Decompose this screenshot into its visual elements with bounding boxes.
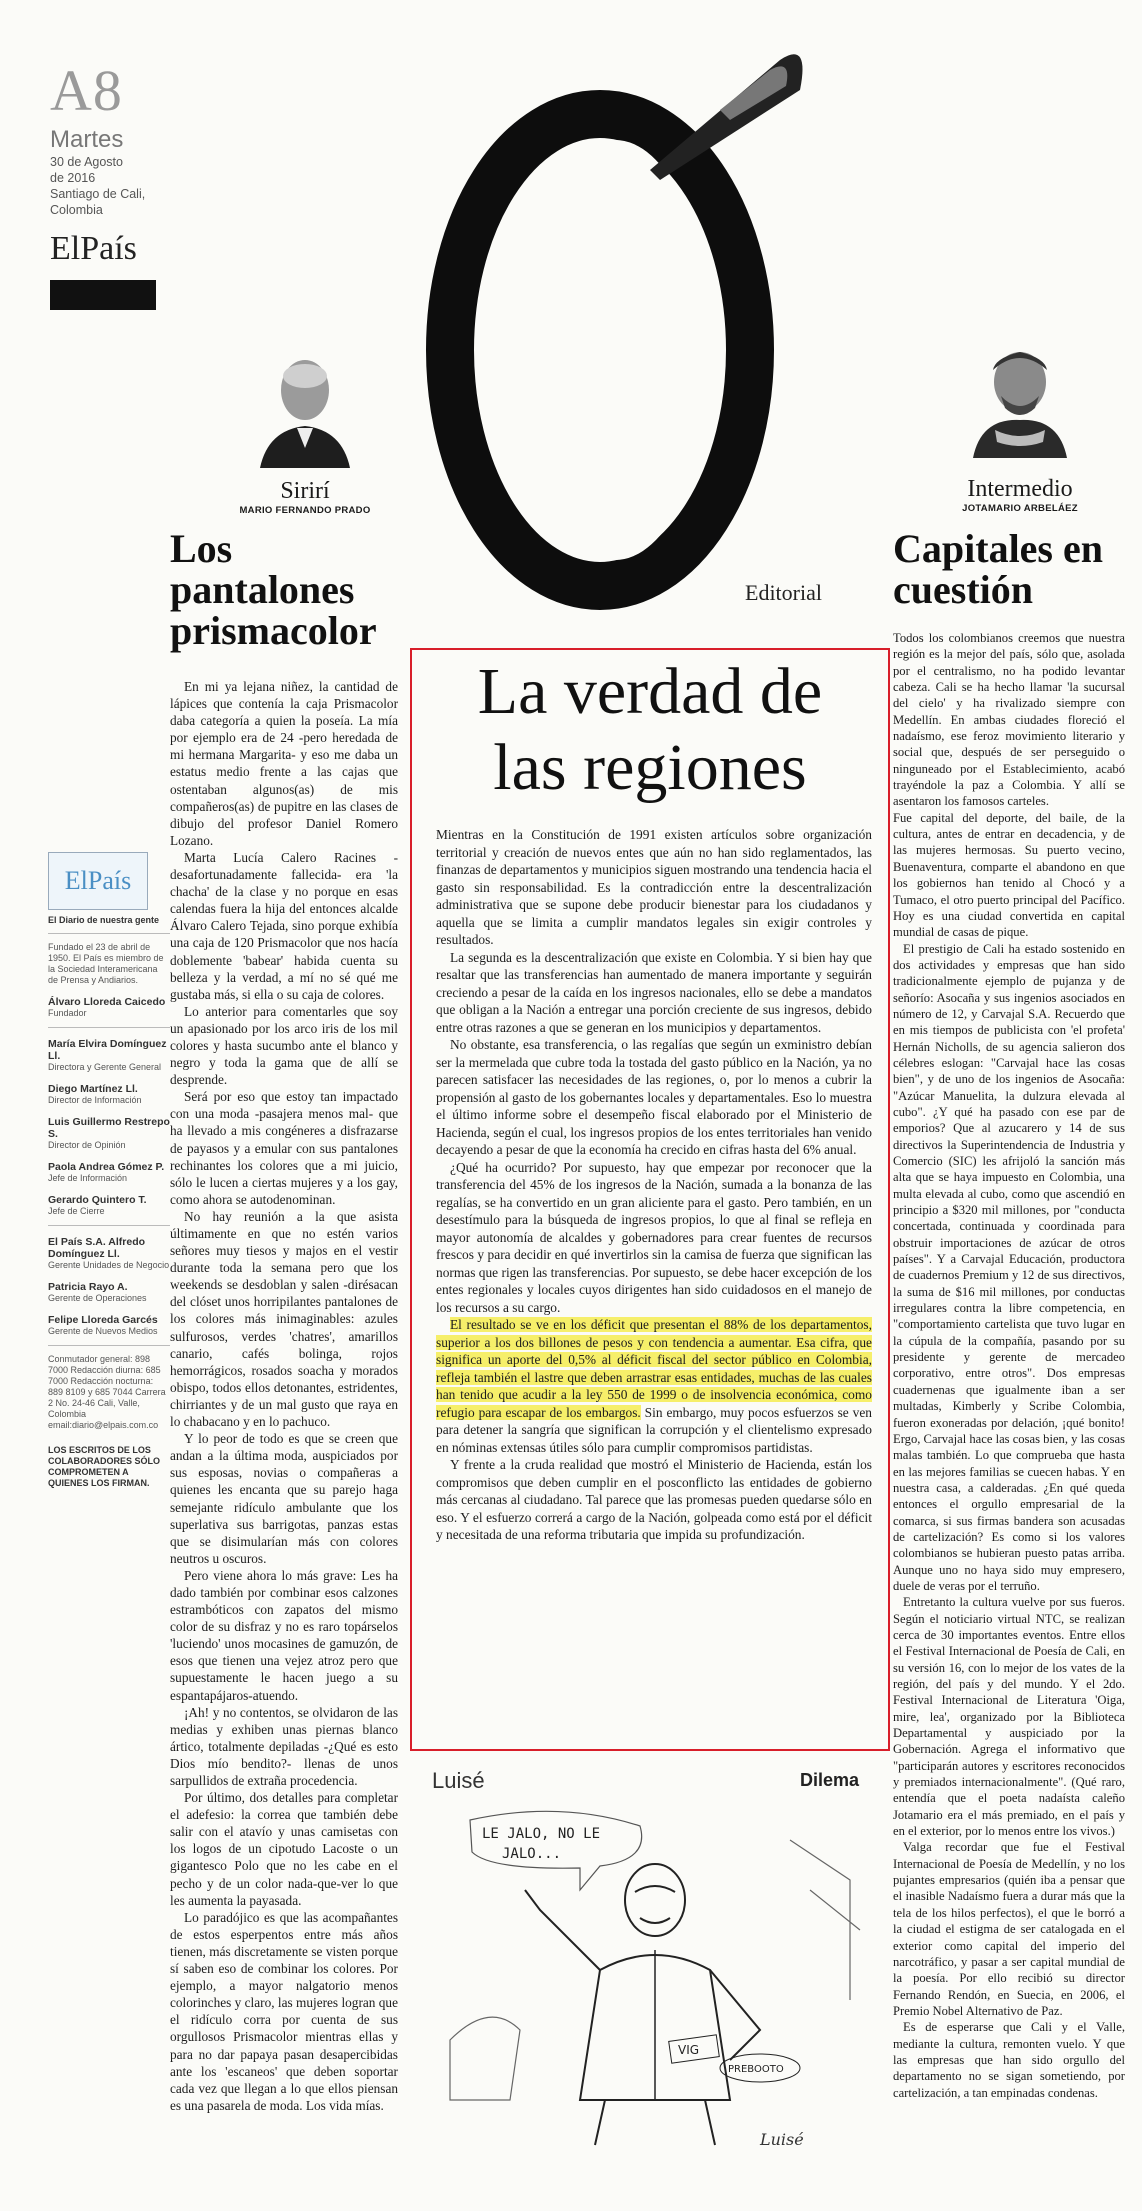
credit-role: Gerente Unidades de Negocio — [48, 1260, 170, 1270]
paragraph: Todos los colombianos creemos que nuestra región es la mejor del país, sólo que, asolada por el centralismo, no ha podido levantar cabeza. Cali se ha hecho llamar 'la sucursal del cielo' y ha rivalizado siempre con Medellín. En ambas ciudades floreció el nadaísmo, ese feroz movimiento literario y social que, después de ser perseguido o ninguneado por el Establecimiento, acabó trayéndole la paz a Colombia. Y allí se asentaron los famosos carteles. — [893, 631, 1125, 809]
credit-name: Gerardo Quintero T. — [48, 1194, 147, 1206]
credit-role: Gerente de Nuevos Medios — [48, 1326, 158, 1336]
column-author-prado: MARIO FERNANDO PRADO — [239, 505, 371, 516]
paragraph: Por último, dos detalles para completar el adefesio: la correa que también debe salir con el atavío y unas camisetas con los logos de un cipotudo Lacoste o un gigantesco Polo que no les cabe en el pecho y de un color nada-que-ver lo que les aumenta la payasada. — [170, 1790, 398, 1908]
left-article-title: Los pantalones prismacolor — [170, 526, 377, 653]
right-article-body — [893, 630, 1125, 2101]
paragraph: ¡Ah! y no contentos, se olvidaron de las medias y exhiben unas piernas blanco ártico, totalmente depiladas -¿Qué es esto Dios mío bendito?- llenas de unos sarpullidos de extraña procedencia. — [170, 1704, 398, 1788]
paragraph: La segunda es la descentralización que existe en Colombia. Y si bien hay que resaltar que las transferencias han aumentado de manera importante y seguirán creciendo a pesar de la caída en los ingresos nacionales, ello se debe a mandatos que obligan a la Nación a entregar una porción creciente de sus ingresos, debido entre otras razones a que se generan en los municipios y departamentos. — [436, 949, 872, 1035]
cartoonist-name: Luisé — [432, 1768, 485, 1793]
page-number: A8 — [50, 58, 123, 123]
speech-text: LE JALO, NO LE — [482, 1826, 601, 1842]
opinion-o-logo — [420, 20, 830, 620]
paragraph: Pero viene ahora lo más grave: Les ha dado también por combinar esos calzones estrambóticos con zapatos del mismo color de su disfraz y no es raro topárselos 'luciendo' unos mocasines de gamuzón, de esos que tienen una vejez atroz pero que supuestamente le hacen juego a su espantapájaros-atuendo. — [170, 1567, 398, 1703]
credit-name: El País S.A. Alfredo Domínguez Ll. — [48, 1236, 146, 1260]
paragraph: Valga recordar que fue el Festival Internacional de Poesía de Medellín, y no los pujantes empresarios (quién iba a pensar que el inasible Nadaísmo fuera a durar más que la tela de los hilos perfectos), el que le borró a la ciudad el estigma de ser catalogada en el exterior como capital del imperio del narcotráfico, y pasar a ser capital mundial de la poesía. Por ello recibió su director Fernando Rendón, en Suecia, en 2006, el Premio Nobel Alternativo de Paz. — [893, 1840, 1125, 2018]
paragraph: En mi ya lejana niñez, la cantidad de lápices que contenía la caja Prismacolor daba categoría a quien la poseía. La mía por ejemplo era de 24 -pero heredada de mi hermana Margarita- y eso me daba un estatus medio frente a las cajas que ostentaban algunos(as) de mis compañeros(as) de pupitre en las clases de dibujo del profesor Daniel Romero Lozano. — [170, 679, 398, 848]
contact-info: Conmutador general: 898 7000 Redacción diurna: 685 7000 Redacción nocturna: 889 8109 y 685 7044 Carrera 2 No. 24-46 Cali, Valle, Colombia email:diario@elpais.com.co — [48, 1354, 166, 1430]
date-line: Santiago de Cali, — [50, 187, 146, 201]
dateline — [50, 154, 170, 218]
tag-text: PREBOOTO — [728, 2064, 784, 2075]
founded-note: Fundado el 23 de abril de 1950. El País es miembro de la Sociedad Interamericana de Prensa y Andiarios. — [48, 942, 164, 985]
editorial-title-line: las regiones — [493, 731, 807, 804]
paragraph: ¿Qué ha ocurrido? Por supuesto, hay que empezar por reconocer que la transferencia del 45% de los ingresos de la Nación, sumada a la bonanza de las regalías, se ha convertido en un gran aliciente para el gasto. Pero también, en un desestímulo para la búsqueda de ingresos propios, lo que al final se refleja en mayor autonomía de alcaldes y gobernadores para crear fuentes de recursos frescos y para decidir en qué invertirlos sin la camisa de fuerza que significan las normas que rigen las transferencias. Por supuesto, se debe hacer excepción de los entes regionales y locales cuyos dirigentes han sido cuidadosos en el manejo de los recursos a su cargo. — [436, 1159, 872, 1315]
credit-name: María Elvira Domínguez Ll. — [48, 1038, 167, 1062]
credit-name: Álvaro Lloreda Caicedo — [48, 996, 166, 1008]
credit-name: Paola Andrea Gómez P. — [48, 1161, 165, 1173]
paragraph: Lo paradójico es que las acompañantes de estos esperpentos entre más años tienen, más discretamente se visten porque sí saben eso de combinar los colores. Por ejemplo, a mayor nalgatorio menos colorinches y claro, las mujeres logran que el ridículo corra por cuenta de sus orgullosos Prismacolor mientras ellas y para no dar papaya pasan desapercibidas ante los 'escaneos' que deben soportar cada vez que llegan a lo que ellos piensan es una pasarela de moda. Los vida mías. — [170, 1909, 398, 2113]
cartoon-title: Dilema — [800, 1770, 860, 1790]
paragraph — [436, 1316, 872, 1456]
left-article-body — [170, 678, 398, 2114]
author-portrait-arbelaez — [965, 338, 1075, 458]
figure-head — [625, 1864, 685, 1936]
credit-role: Director de Opinión — [48, 1140, 126, 1150]
tag-text: VIG — [678, 2043, 700, 2057]
column-author-arbelaez: JOTAMARIO ARBELÁEZ — [962, 503, 1078, 514]
cartoon-signature: Luisé — [760, 2130, 804, 2149]
column-section-sirir: Sirirí — [280, 478, 330, 504]
divider — [48, 1027, 170, 1028]
credit-role: Gerente de Operaciones — [48, 1293, 147, 1303]
credit-name: Patricia Rayo A. — [48, 1281, 128, 1293]
paragraph-rest: Sin embargo, muy pocos esfuerzos se ven para detener la sangría que significan la corrupción y el clientelismo expresado en nóminas extensas útiles sólo para cumplir compromisos partidistas. — [436, 1404, 872, 1455]
disclaimer: LOS ESCRITOS DE LOS COLABORADORES SÓLO COMPROMETEN A QUIENES LOS FIRMAN. — [48, 1445, 161, 1488]
paragraph: Es de esperarse que Cali y el Valle, mediante la cultura, remonten vuelo. Y que las empresas que han sido orgullo del departamento no se sigan sometiendo, por cartelización, a tan empinadas condenas. — [893, 2020, 1125, 2100]
credit-role: Jefe de Cierre — [48, 1206, 105, 1216]
paragraph: Mientras en la Constitución de 1991 existen artículos sobre organización territorial y creación de nuevos entes que aún no han sido reglamentados, las finanzas de departamentos y municipios siguen mostrando una tendencia hacia el gasto sin responsabilidad. Es la contradicción entre la descentralización administrativa que se supone debe producir bienestar para los ciudadanos y aquella que se limita a cumplir mandatos legales sin exigir controles y resultados. — [436, 827, 872, 947]
right-article-title: Capitales en cuestión — [893, 526, 1103, 612]
editorial-title-line: La verdad de — [477, 655, 823, 728]
paragraph: Marta Lucía Calero Racines -desafortunadamente fallecida- era 'la chacha' de la clase y no porque en esas calendas fuera la hija del entonces alcalde Álvaro Calero Tejada, sino porque exhibía una caja de 120 Prismacolor que nos hacía doblemente 'babear' habida cuenta su belleza y la verdad, a mí no sé qué me gustaba más, si ella o su caja de colores. — [170, 849, 398, 1002]
editorial-label: Editorial — [745, 580, 822, 605]
paragraph: Y lo peor de todo es que se creen que andan a la última moda, auspiciados por sus esposas, novias o compañeras a quienes les encanta que su parejo haga semejante ridículo ambulante que los superlativa sus barrigotas, panzas estas que se disimularían más con colores neutros u oscuros. — [170, 1431, 398, 1566]
date-line: Colombia — [50, 203, 103, 217]
brand-logo: ElPaís — [50, 230, 137, 267]
credit-role: Director de Información — [48, 1095, 142, 1105]
brand-bar — [50, 280, 156, 310]
paragraph: Y frente a la cruda realidad que mostró el Ministerio de Hacienda, están los compromisos que deben cumplir en el posconflicto las entidades de gobierno más cercanas al ciudadano. Tal parece que las promesas pueden quedarse sólo en eso. Y el esfuerzo correrá a cargo de la Nación, golpeada como está por el déficit y necesitada de una reforma tributaria que impida su profundización. — [436, 1457, 872, 1542]
paragraph: No hay reunión a la que asista últimamente en que no estén varios señores muy tiesos y majos en el vestir durante toda la semana pero que los weekends se desdoblan y salen -dirésacan del clóset unos horripilantes pantalones de los colores más inimaginables: azules sulfurosos, verdes 'chatres', amarillos canario, cafés bolinga, rojos hemorrágicos, rosados soacha y morados obispo, todos ellos detonantes, estridentes, chirriantes y de un mal gusto que raya en lo chabacano y en lo pachuco. — [170, 1208, 398, 1430]
weekday: Martes — [50, 126, 124, 153]
paragraph: No obstante, esa transferencia, o las regalías que según un exministro debían ser la mermelada que cubre toda la tostada del gasto público en la Nación, ya no parecen satisfacer las necesidades de las regiones, o, por lo menos a cubrir la propensión al gasto de los gobernantes locales y departamentales. Eso lo muestra el último informe sobre el desempeño fiscal elaborado por el Ministerio de Hacienda, según el cual, los ingresos propios de los entes territoriales han venido decayendo a pesar de que la economía ha crecido en cifras hasta del 6% anual. — [436, 1037, 872, 1157]
paragraph: Fue capital del deporte, del baile, de la cultura, antes de entrar en decadencia, y de las mujeres hermosas. Su puerto vecino, Buenaventura, comparte el abandono en que los gobiernos han tenido al Chocó y a Tumaco, el otro puerto principal del Pacífico. Hoy es una ciudad convertida en capital mundial de casas de pique. — [893, 810, 1125, 940]
paragraph: Será por eso que estoy tan impactado con una moda -pasajera menos mal- que ha llevado a mis congéneres a disfrazarse de payasos y a emular con sus pantalones rechinantes los colores que a mi juicio, sólo le lucen a ciertas mujeres y a los gay, como ahora se autodenominan. — [170, 1089, 398, 1207]
o-counter — [519, 140, 711, 560]
editorial-body — [436, 826, 872, 1544]
editorial-title — [410, 654, 890, 806]
credit-name: Luis Guillermo Restrepo S. — [48, 1116, 170, 1140]
highlighted-text: El resultado se ve en los déficit que presentan el 88% de los departamentos, superior a los dos billones de pesos y con tendencia a aumentar. Esa cifra, que significa un aporte del 0,5% al déficit fiscal del sector público en Colombia, refleja también el lastre que deben arrastrar esas entidades, muchas de las cuales han tenido que acudir a la ley 550 de 1999 o de insolvencia económica, como refugio para escapar de los embargos. — [436, 1317, 872, 1420]
divider — [48, 1225, 170, 1226]
date-line: de 2016 — [50, 171, 96, 185]
masthead-credits — [48, 852, 170, 1489]
divider — [48, 1345, 170, 1346]
elpais-logo: ElPaís — [48, 852, 148, 910]
paragraph: Entretanto la cultura vuelve por sus fueros. Según el noticiario virtual NTC, se realizan cerca de 30 importantes eventos. Entre ellos el Festival Internacional de Poesía de Cali, en su versión 16, con lo mejor de los vates de la región, del país y del mundo. Y el 2do. Festival Internacional de Literatura 'Oiga, mire, lea', organizado por la Biblioteca Departamental y auspiciado por la Gobernación. Agrega el informativo que "participarán autores y escritores reconocidos y premiados internacionalmente". (Qué raro, entendía que el poeta nadaísta caleño Jotamario era el más premiado, en el país y en el exterior, por lo menos entre los vivos.) — [893, 1595, 1125, 1839]
credit-role: Jefe de Información — [48, 1173, 128, 1183]
divider — [48, 933, 170, 934]
author-portrait-prado — [250, 348, 360, 468]
paragraph: Lo anterior para comentarles que soy un apasionado por los arco iris de los mil colores y hasta sucumbo ante el blanco y negro y toda la gama que de allí se desprende. — [170, 1003, 398, 1088]
credit-name: Felipe Lloreda Garcés — [48, 1314, 158, 1326]
speech-text: JALO... — [502, 1846, 562, 1862]
credit-name: Diego Martínez Ll. — [48, 1083, 138, 1095]
tagline: El Diario de nuestra gente — [48, 915, 160, 925]
date-line: 30 de Agosto — [50, 155, 123, 169]
cartoon-illustration — [430, 1800, 880, 2156]
credit-role: Fundador — [48, 1008, 87, 1018]
paragraph: El prestigio de Cali ha estado sostenido en dos actividades y empresas que han sido tradicionalmente ejemplo de pujanza y de señorío: Asocaña y sus ingenios asociados en número de 12, y Carvajal S.A. Recuerdo que en mis tiempos de publicista con 'el profeta' Hernán Nicholls, de su agencia salieron dos célebres eslogan: "Carvajal hace las cosas bien", y de uno de los ingenios de Asocaña: "Azúcar Manuelita, la dulzura elevada al cubo". ¿Y qué ha pasado con ese par de emporios? Que al azucarero y 14 de sus directivos la Superintendencia de Industria y Comercio (SIC) les afrijoló la sanción más alta que se haya impuesto en Colombia, una multa elevada al cubo, como que ascendió en principio a $320 mil millones, por "conducta concertada, continuada y coordinada para obstruir importaciones de azúcar de otros países". Y a Carvajal Educación, productora de cuadernos Premium y 12 de sus directivos, la suma de $16 mil millones, por conductas irregulares contra la libre competencia, en "comportamiento cartelista que tuvo lugar en la cúpula de la compañía, pasando por su presidente y gerente de mercadeo corporativo, entre otros". Dos empresas cuadernenas que igualmente iban a ser multadas, Kimberly y Scribe Colombia, fueron exoneradas por delación, ¡qué bonito! Ergo, Carvajal hace las cosas bien, y las cosas malas también. Lo que comprueba que hasta en las mejores familias se cuecen habas. Y en nuestra casa, a calderadas. ¿En qué queda entonces el orgullo empresarial de la comarca, si sus firmas bandera son acusadas de cartelización? Es como si los valores colombianos se hubieran puesto patas arriba. Aunque uno no haya sido muy empresero, duele de veras por el terruño. — [893, 941, 1125, 1593]
credit-role: Directora y Gerente General — [48, 1062, 162, 1072]
column-section-intermedio: Intermedio — [967, 476, 1073, 502]
